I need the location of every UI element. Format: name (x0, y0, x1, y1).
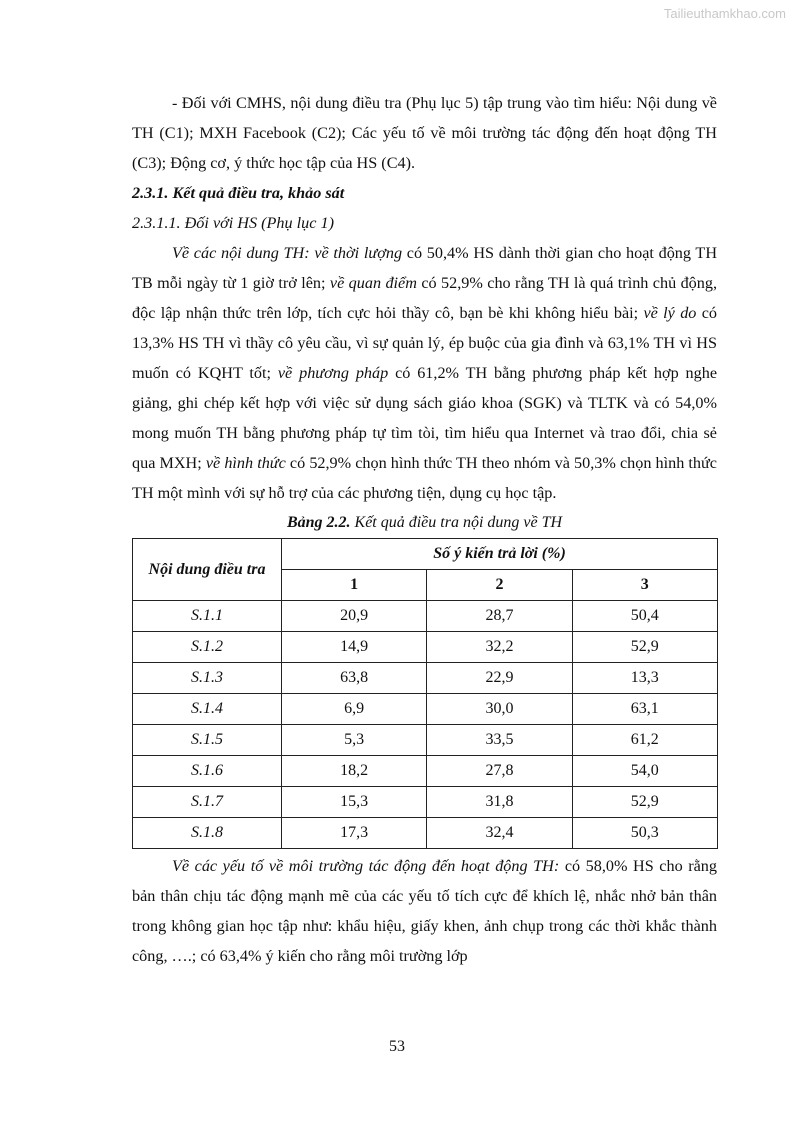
cell-value: 13,3 (572, 663, 717, 694)
table-row (133, 663, 718, 694)
header-survey-content: Nội dung điều tra (133, 539, 282, 601)
table-row (133, 632, 718, 663)
cell-value: 32,4 (427, 818, 572, 849)
header-col-1: 1 (282, 570, 427, 601)
cell-value: 32,2 (427, 632, 572, 663)
cell-value: 52,9 (572, 787, 717, 818)
table-caption (132, 510, 717, 536)
row-code: S.1.6 (133, 756, 282, 787)
cell-value: 28,7 (427, 601, 572, 632)
row-code: S.1.8 (133, 818, 282, 849)
cell-value: 14,9 (282, 632, 427, 663)
main-paragraph-emph: về phương pháp (277, 364, 389, 382)
row-code: S.1.3 (133, 663, 282, 694)
main-paragraph (132, 238, 717, 508)
cell-value: 31,8 (427, 787, 572, 818)
header-col-2: 2 (427, 570, 572, 601)
after-paragraph-text: có 58,0% HS cho rằng bản thân chịu tác động mạnh mẽ của các yếu tố tích cực để khích lệ, nhắc nhở bản thân trong không gian học tập như: khẩu hiệu, giấy khen, ảnh chụp trong các thời khắc thành công, ….; có 63,4% ý kiến cho rằng môi trường lớp (132, 857, 717, 965)
main-paragraph-text: có 50,4% HS dành thời gian cho hoạt động TH TB mỗi ngày từ 1 giờ trở lên; (132, 244, 718, 292)
main-paragraph-emph: về quan điểm (329, 274, 417, 292)
after-paragraph-lead: Về các yếu tố về môi trường tác động đến hoạt động TH: (172, 857, 560, 875)
table-row (133, 818, 718, 849)
table-row (133, 694, 718, 725)
row-code: S.1.2 (133, 632, 282, 663)
main-paragraph-text: có 52,9% cho rằng TH là quá trình chủ động, độc lập nhận thức trên lớp, tích cực hỏi thầy cô, bạn bè khi không hiểu bài; (132, 274, 718, 322)
table-row (133, 601, 718, 632)
table-caption-label: Bảng 2.2. (286, 514, 351, 531)
intro-paragraph: - Đối với CMHS, nội dung điều tra (Phụ lục 5) tập trung vào tìm hiểu: Nội dung về TH (C1); MXH Facebook (C2); Các yếu tố về môi trường tác động đến hoạt động TH (C3); Động cơ, ý thức học tập của HS (C4). (132, 94, 717, 172)
after-table-paragraph (132, 851, 717, 971)
table-row (133, 725, 718, 756)
table-caption-text: Kết quả điều tra nội dung về TH (350, 514, 563, 531)
document-body (132, 88, 717, 971)
main-paragraph-text: có 13,3% HS TH vì thầy cô yêu cầu, vì sự quản lý, ép buộc của gia đình và 63,1% TH vì HS muốn có KQHT tốt; (132, 304, 718, 382)
cell-value: 27,8 (427, 756, 572, 787)
cell-value: 22,9 (427, 663, 572, 694)
cell-value: 63,8 (282, 663, 427, 694)
section-heading: 2.3.1. Kết quả điều tra, khảo sát (132, 184, 345, 202)
cell-value: 52,9 (572, 632, 717, 663)
main-paragraph-emph: về hình thức (205, 454, 286, 472)
main-paragraph-text: có 61,2% TH bằng phương pháp kết hợp nghe giảng, ghi chép kết hợp với việc sử dụng sách giáo khoa (SGK) và TLTK và có 54,0% mong muốn TH bằng phương pháp tự tìm tòi, tìm hiểu qua Internet và trao đổi, chia sẻ qua MXH; (132, 364, 718, 472)
results-table (132, 538, 718, 849)
cell-value: 15,3 (282, 787, 427, 818)
cell-value: 6,9 (282, 694, 427, 725)
header-responses: Số ý kiến trả lời (%) (282, 539, 718, 570)
cell-value: 54,0 (572, 756, 717, 787)
row-code: S.1.5 (133, 725, 282, 756)
cell-value: 30,0 (427, 694, 572, 725)
main-paragraph-lead: Về các nội dung TH: về thời lượng (172, 244, 403, 262)
cell-value: 20,9 (282, 601, 427, 632)
subsection-heading: 2.3.1.1. Đối với HS (Phụ lục 1) (132, 214, 334, 232)
cell-value: 5,3 (282, 725, 427, 756)
table-row (133, 787, 718, 818)
header-col-3: 3 (572, 570, 717, 601)
cell-value: 63,1 (572, 694, 717, 725)
cell-value: 50,3 (572, 818, 717, 849)
cell-value: 50,4 (572, 601, 717, 632)
main-paragraph-text: có 52,9% chọn hình thức TH theo nhóm và 50,3% chọn hình thức TH một mình với sự hỗ trợ của các phương tiện, dụng cụ học tập. (132, 454, 717, 502)
watermark: Tailieuthamkhao.com (663, 6, 786, 21)
cell-value: 17,3 (282, 818, 427, 849)
main-paragraph-emph: về lý do (643, 304, 697, 322)
table-row (133, 756, 718, 787)
cell-value: 61,2 (572, 725, 717, 756)
row-code: S.1.1 (133, 601, 282, 632)
cell-value: 18,2 (282, 756, 427, 787)
row-code: S.1.7 (133, 787, 282, 818)
row-code: S.1.4 (133, 694, 282, 725)
page-number: 53 (389, 1038, 405, 1055)
cell-value: 33,5 (427, 725, 572, 756)
